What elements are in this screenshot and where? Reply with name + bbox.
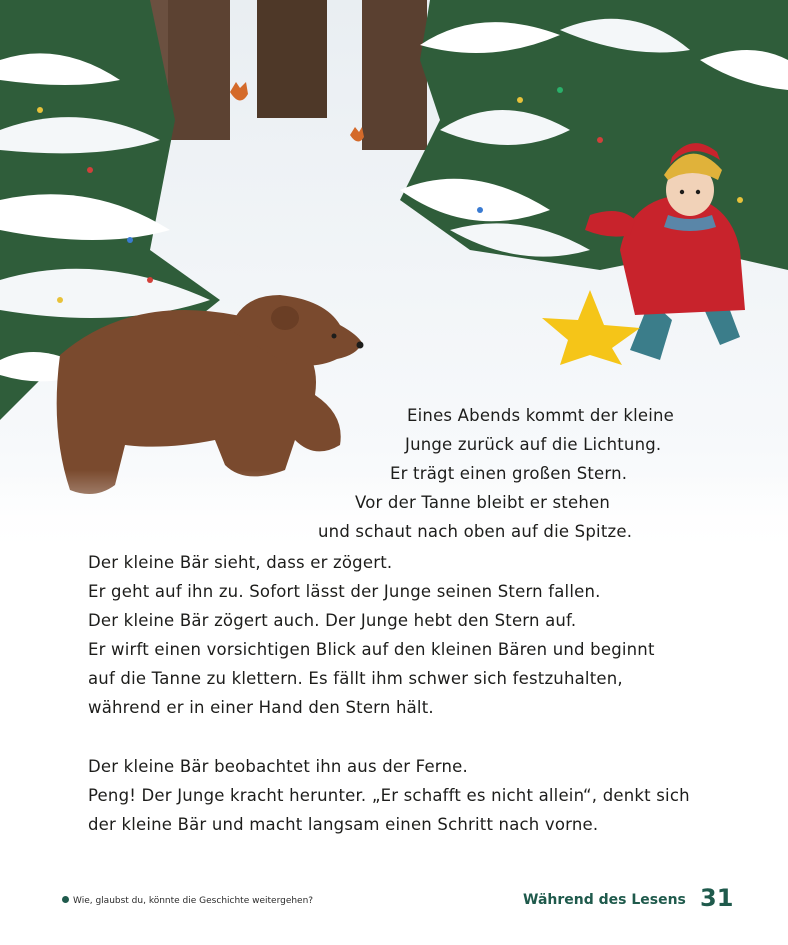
story-line: Peng! Der Junge kracht herunter. „Er schafft es nicht allein“, denkt sich <box>88 786 690 805</box>
page-number: 31 <box>700 884 734 912</box>
bullet-dot-icon <box>62 896 69 903</box>
story-line: Er geht auf ihn zu. Sofort lässt der Junge seinen Stern fallen. <box>88 582 601 601</box>
story-line: während er in einer Hand den Stern hält. <box>88 698 434 717</box>
story-line: auf die Tanne zu klettern. Es fällt ihm schwer sich festzuhalten, <box>88 669 623 688</box>
story-line: Vor der Tanne bleibt er stehen <box>355 493 610 512</box>
section-label: Während des Lesens <box>523 892 686 908</box>
story-line: Eines Abends kommt der kleine <box>407 406 675 425</box>
story-line: Er trägt einen großen Stern. <box>390 464 628 483</box>
story-line: Er wirft einen vorsichtigen Blick auf den kleinen Bären und beginnt <box>88 640 655 659</box>
story-line: Der kleine Bär zögert auch. Der Junge hebt den Stern auf. <box>88 611 577 630</box>
story-line: Junge zurück auf die Lichtung. <box>405 435 662 454</box>
reading-question-text: Wie, glaubst du, könnte die Geschichte weitergehen? <box>73 896 314 906</box>
story-line: der kleine Bär und macht langsam einen Schritt nach vorne. <box>88 815 599 834</box>
story-line: Der kleine Bär beobachtet ihn aus der Ferne. <box>88 757 468 776</box>
story-line: und schaut nach oben auf die Spitze. <box>318 522 633 541</box>
reading-question <box>62 896 313 906</box>
story-line: Der kleine Bär sieht, dass er zögert. <box>88 553 393 572</box>
